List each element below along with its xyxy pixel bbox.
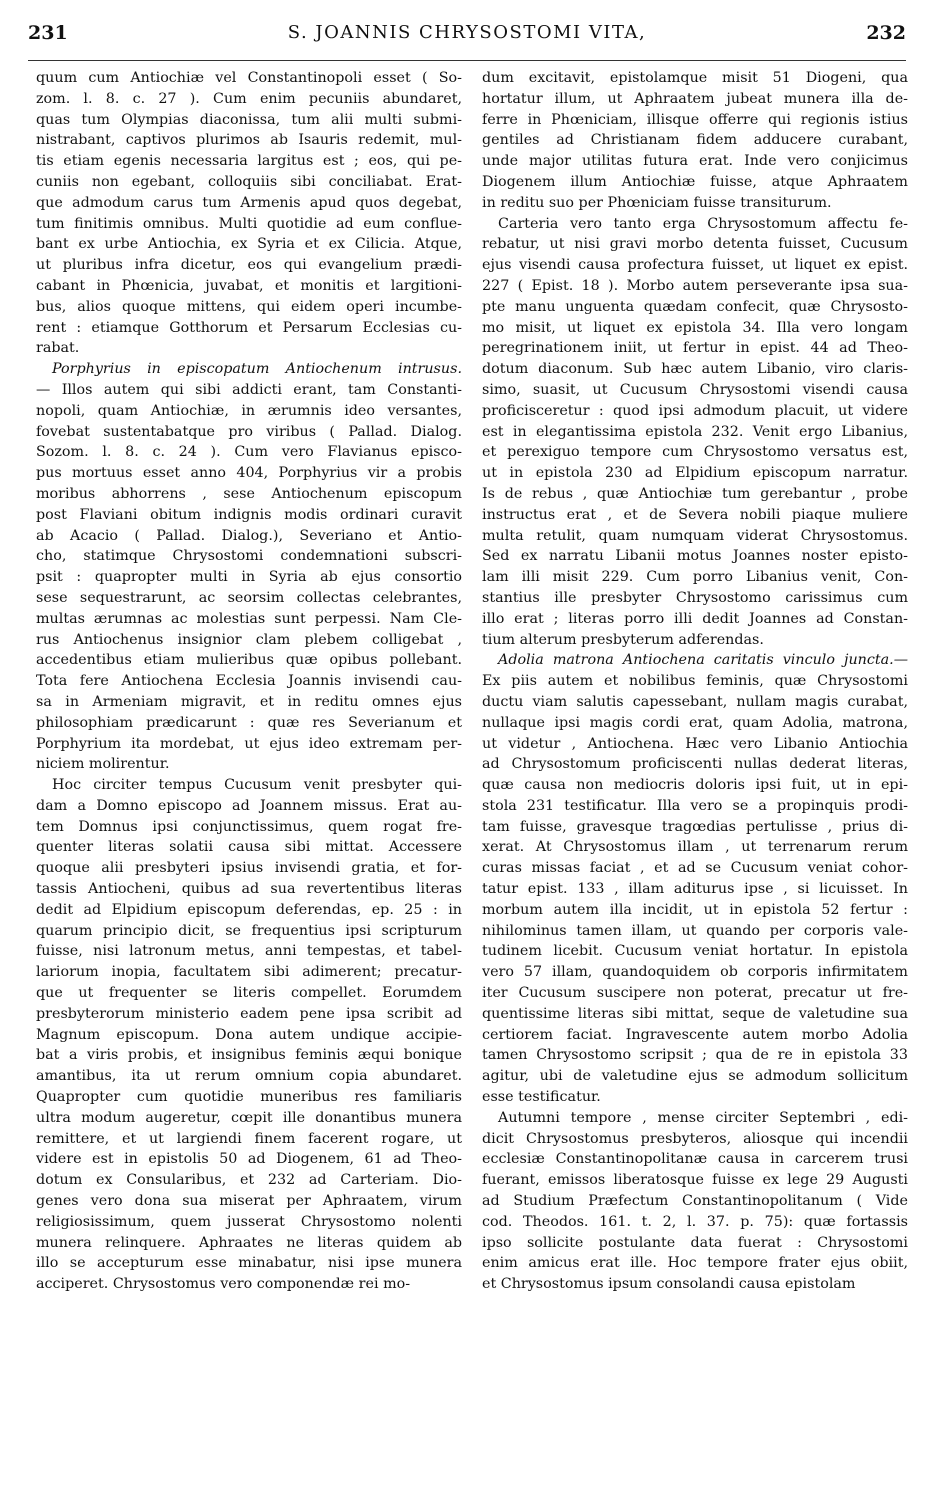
text-line: vero 57 illam, quandoquidem ob corporis infirmitatem [482,964,908,981]
text-line: ejus visendi causa profectura fuisset, ut liquet ex epist. [482,257,908,274]
text-line: rus Antiochenus insignior clam plebem colligebat , [36,631,462,648]
text-line: cabant in Phœnicia, juvabat, et monitis et largitioni- [36,277,462,294]
text-line: Autumni tempore , mense circiter Septembri , edi- [498,1109,908,1126]
text-line: Diogenem illum Antiochiæ fuisse, atque Aphraatem [482,173,908,190]
section-heading-line: Adolia matrona Antiochena caritatis vinculo juncta.— [498,652,908,669]
page-number-left: 231 [28,22,68,44]
text-line: xerat. At Chrysostomus illam , ut terrenarum rerum [482,839,908,856]
text-line: fovebat sustentabatque pro viribus ( Pallad. Dialog. [36,423,462,440]
text-line: bant ex urbe Antiochia, ex Syria et ex Cilicia. Atque, [36,236,462,253]
text-line: genes vero dona sua miserat per Aphraatem, virum [36,1193,462,1210]
text-line: curas missas faciat , et ad se Cucusum veniat cohor- [482,860,908,877]
text-line: tamen Chrysostomo scripsit ; qua de re in epistola 33 [482,1047,908,1064]
text-line: Tota fere Antiochena Ecclesia Joannis invisendi cau- [36,673,462,690]
text-line: cuniis non egebant, colloquiis sibi conciliabat. Erat- [36,173,462,190]
text-line: illo se accepturum esse minabatur, nisi ipse munera [36,1255,462,1272]
text-line: stola 231 testificatur. Illa vero se a propinquis prodi- [482,797,908,814]
running-title: S. JOANNIS CHRYSOSTOMI VITA, [287,22,647,43]
text-line: tam fuisse, gravesque tragœdias pertulisse , prius di- [482,818,908,835]
text-line: ut in epistola 230 ad Elpidium episcopum narratur. [482,465,908,482]
text-line: bat a viris probis, et insignibus feminis æqui bonique [36,1047,462,1064]
text-line: niciem molirentur. [36,756,170,773]
text-line: Carteria vero tanto erga Chrysostomum affectu fe- [498,215,908,232]
text-line: dicit Chrysostomus presbyteros, aliosque qui incendii [482,1130,908,1147]
text-line: illo erat ; literas porro illi dedit Joannes ad Constan- [482,610,908,627]
text-line: rebatur, ut nisi gravi morbo detenta fuisset, Cucusum [482,236,908,253]
text-line: morbum autem illa incidit, ut in epistola 52 fertur : [482,901,908,918]
text-line: multas ærumnas ac molestias sunt perpessi. Nam Cle- [36,610,462,627]
text-line: sa in Armeniam migravit, et in reditu omnes ejus [36,693,462,710]
text-line: — Illos autem qui sibi addicti erant, tam Constanti- [36,381,462,398]
text-line: dotum diaconum. Sub hæc autem Libanio, viro claris- [482,361,908,378]
text-line: ut pluribus infra dicetur, eos qui evangelium prædi- [36,257,462,274]
text-line: nihilominus tamen illam, ut quando per corporis vale- [482,922,908,939]
text-line: et Chrysostomus ipsum consolandi causa epistolam [482,1276,856,1293]
text-line: dam a Domno episcopo ad Joannem missus. Erat au- [36,797,462,814]
text-line: dotum ex Consularibus, et 232 ad Carteriam. Dio- [36,1172,462,1189]
text-line: ductu viam salutis capessebant, nullam magis curabat, [482,693,908,710]
text-line: dedit ad Elpidium episcopum deferendas, ep. 25 : in [36,901,462,918]
text-line: rent : etiamque Gotthorum et Persarum Ecclesias cu- [36,319,462,336]
text-line: tassis Antiocheni, quibus ad sua revertentibus literas [36,881,462,898]
text-line: dum excitavit, epistolamque misit 51 Diogeni, qua [482,70,908,86]
text-line: certiorem faciat. Ingravescente autem morbo Adolia [482,1026,908,1043]
text-line: munera relinquere. Aphraates ne literas quidem ab [36,1234,462,1251]
text-line: philosophiam prædicarunt : quæ res Severianum et [36,714,462,731]
text-line: accedentibus etiam mulieribus quæ opibus pollebant. [36,652,462,669]
text-line: ipso sollicite postulante data fuerat : Chrysostomi [482,1234,908,1251]
text-line: amantibus, ita ut rerum omnium copia abundaret. [36,1068,462,1085]
text-line: tis etiam egenis necessaria largitus est ; eos, qui pe- [36,153,462,170]
text-line: videre est in epistolis 50 ad Diogenem, 61 ad Theo- [36,1151,462,1168]
text-line: proficisceretur : quod ipsi admodum placuit, ut videre [482,402,908,419]
text-line: psit : quapropter multi in Syria ab ejus consortio [36,569,462,586]
text-line: esse testificatur. [482,1089,601,1106]
text-line: est in elegantissima epistola 232. Venit ergo Libanius, [482,423,908,440]
text-line: et perexiguo tempore cum Chrysostomo versatus est, [482,444,908,461]
text-line: quas tum Olympias diaconissa, tum alii multi submi- [36,111,462,128]
text-line: religiosissimum, quem jusserat Chrysostomo nolenti [36,1213,462,1230]
text-line: quentissime literas sibi mittat, seque de valetudine sua [482,1005,908,1022]
text-line: rabat. [36,340,80,357]
text-line: pus mortuus esset anno 404, Porphyrius vir a probis [36,465,462,482]
text-line: Sed ex narratu Libanii motus Joannes noster episto- [482,548,908,565]
text-line: agitur, ubi de valetudine ejus se admodum sollicitum [482,1068,908,1085]
text-line: Is de rebus , quæ Antiochiæ tum gerebantur , probe [482,485,908,502]
text-line: nullaque ipsi magis cordi erat, quam Adolia, matrona, [482,714,908,731]
text-line: nistrabant, captivos plurimos ab Isauris redemit, mul- [36,132,462,149]
text-line: quoque alii presbyteri ipsius invisendi gratia, et for- [36,860,462,877]
text-line: bus, alios quoque mittens, qui eidem operi incumbe- [36,298,462,315]
text-line: Hoc circiter tempus Cucusum venit presbyter qui- [52,777,462,794]
text-line: peregrinationem iniit, ut fertur in epist. 44 ad Theo- [482,340,908,357]
left-column [36,68,462,1295]
text-line: Sozom. l. 8. c. 24 ). Cum vero Flavianus episco- [36,444,462,461]
text-line: tum finitimis omnibus. Multi quotidie ad eum conflue- [36,215,462,232]
text-line: cho, statimque Chrysostomi condemnationi subscri- [36,548,462,565]
right-column [482,68,908,1295]
text-line: ut videtur , Antiochena. Hæc vero Libanio Antiochia [482,735,908,752]
text-line: ecclesiæ Constantinopolitanæ causa in carcerem trusi [482,1151,908,1168]
text-line: pte manu unguenta quædam confecit, quæ Chrysosto- [482,298,908,315]
text-line: tem Domnus ipsi conjunctissimus, quem rogat fre- [36,818,462,835]
text-line: ad Studium Præfectum Constantinopolitanum ( Vide [482,1193,908,1210]
text-line: tium alterum presbyterum adferendas. [482,631,764,648]
text-line: Quapropter cum quotidie muneribus res familiaris [36,1089,462,1106]
text-line: lariorum inopia, facultatem sibi adimerent; precatur- [36,964,462,981]
text-line: que ut frequenter se literis compellet. Eorumdem [36,985,462,1002]
text-line: cod. Theodos. 161. t. 2, l. 37. p. 75): quæ fortassis [482,1213,908,1230]
text-line: quæ causa non mediocris doloris ipsi fuit, ut in epi- [482,777,908,794]
text-line: in reditu suo per Phœniciam fuisse transiturum. [482,194,832,211]
text-line: unde major utilitas futura erat. Inde vero conjicimus [482,153,908,170]
text-line: lam illi misit 229. Cum porro Libanius venit, Con- [482,569,908,586]
text-line: post Flaviani obitum indignis modis ordinari curavit [36,506,462,523]
text-line: moribus abhorrens , sese Antiochenum episcopum [36,485,462,502]
text-line: gentiles ad Christianam fidem adducere curabant, [482,132,908,149]
text-line: multa retulit, quam numquam viderat Chrysostomus. [482,527,908,544]
running-header [28,14,906,61]
text-line: sese sequestrarunt, ac seorsim collectas celebrantes, [36,589,462,606]
text-line: nopoli, quam Antiochiæ, in ærumnis ideo versantes, [36,402,462,419]
text-line: Magnum episcopum. Dona autem undique accipie- [36,1026,462,1043]
text-line: ad Chrysostomum proficiscenti nullas dederat literas, [482,756,908,773]
text-line: ultra modum augeretur, cœpit ille donantibus munera [36,1109,462,1126]
text-line: iter Cucusum suscipere non poterat, precatur ut fre- [482,985,908,1002]
section-heading-line: Porphyrius in episcopatum Antiochenum intrusus. [52,361,462,378]
text-line: enim amicus erat ille. Hoc tempore frater ejus obiit, [482,1255,908,1272]
text-line: que admodum carus tum Armenis apud quos degebat, [36,194,462,211]
page-number-right: 232 [866,22,906,44]
text-line: quenter literas solatii causa sibi mittat. Accessere [36,839,462,856]
text-line: fuisse, nisi latronum metus, anni tempestas, et tabel- [36,943,462,960]
text-line: Ex piis autem et nobilibus feminis, quæ Chrysostomi [482,673,908,690]
text-line: Porphyrium ita mordebat, ut ejus ideo extremam per- [36,735,462,752]
text-line: presbyterorum ministerio eadem pene ipsa scribit ad [36,1005,462,1022]
text-line: instructus erat , et de Severa nobili piaque muliere [482,506,908,523]
text-line: zom. l. 8. c. 27 ). Cum enim pecuniis abundaret, [36,90,462,107]
text-line: quarum principio dicit, se frequentius ipsi scripturum [36,922,462,939]
text-line: hortatur illum, ut Aphraatem jubeat munera illa de- [482,90,908,107]
text-line: tatur epist. 133 , illam aditurus ipse , si licuisset. In [482,881,908,898]
text-line: fuerant, emissos liberatosque fuisse ex lege 29 Augusti [482,1172,908,1189]
text-line: remittere, et ut largiendi finem facerent rogare, ut [36,1130,462,1147]
text-line: ab Acacio ( Pallad. Dialog.), Severiano et Antio- [36,527,462,544]
text-line: 227 ( Epist. 18 ). Morbo autem perseverante ipsa sua- [482,277,908,294]
text-line: ferre in Phœniciam, illisque offerre qui regionis istius [482,111,908,128]
text-line: acciperet. Chrysostomus vero componendæ rei mo- [36,1276,411,1293]
text-line: quum cum Antiochiæ vel Constantinopoli esset ( So- [36,70,462,86]
text-line: tudinem licebit. Cucusum veniat hortatur. In epistola [482,943,908,960]
text-line: simo, suasit, ut Cucusum Chrysostomi visendi causa [482,381,908,398]
text-line: stantius ille presbyter Chrysostomo carissimus cum [482,589,908,606]
text-line: mo misit, ut liquet ex epistola 34. Illa vero longam [482,319,908,336]
